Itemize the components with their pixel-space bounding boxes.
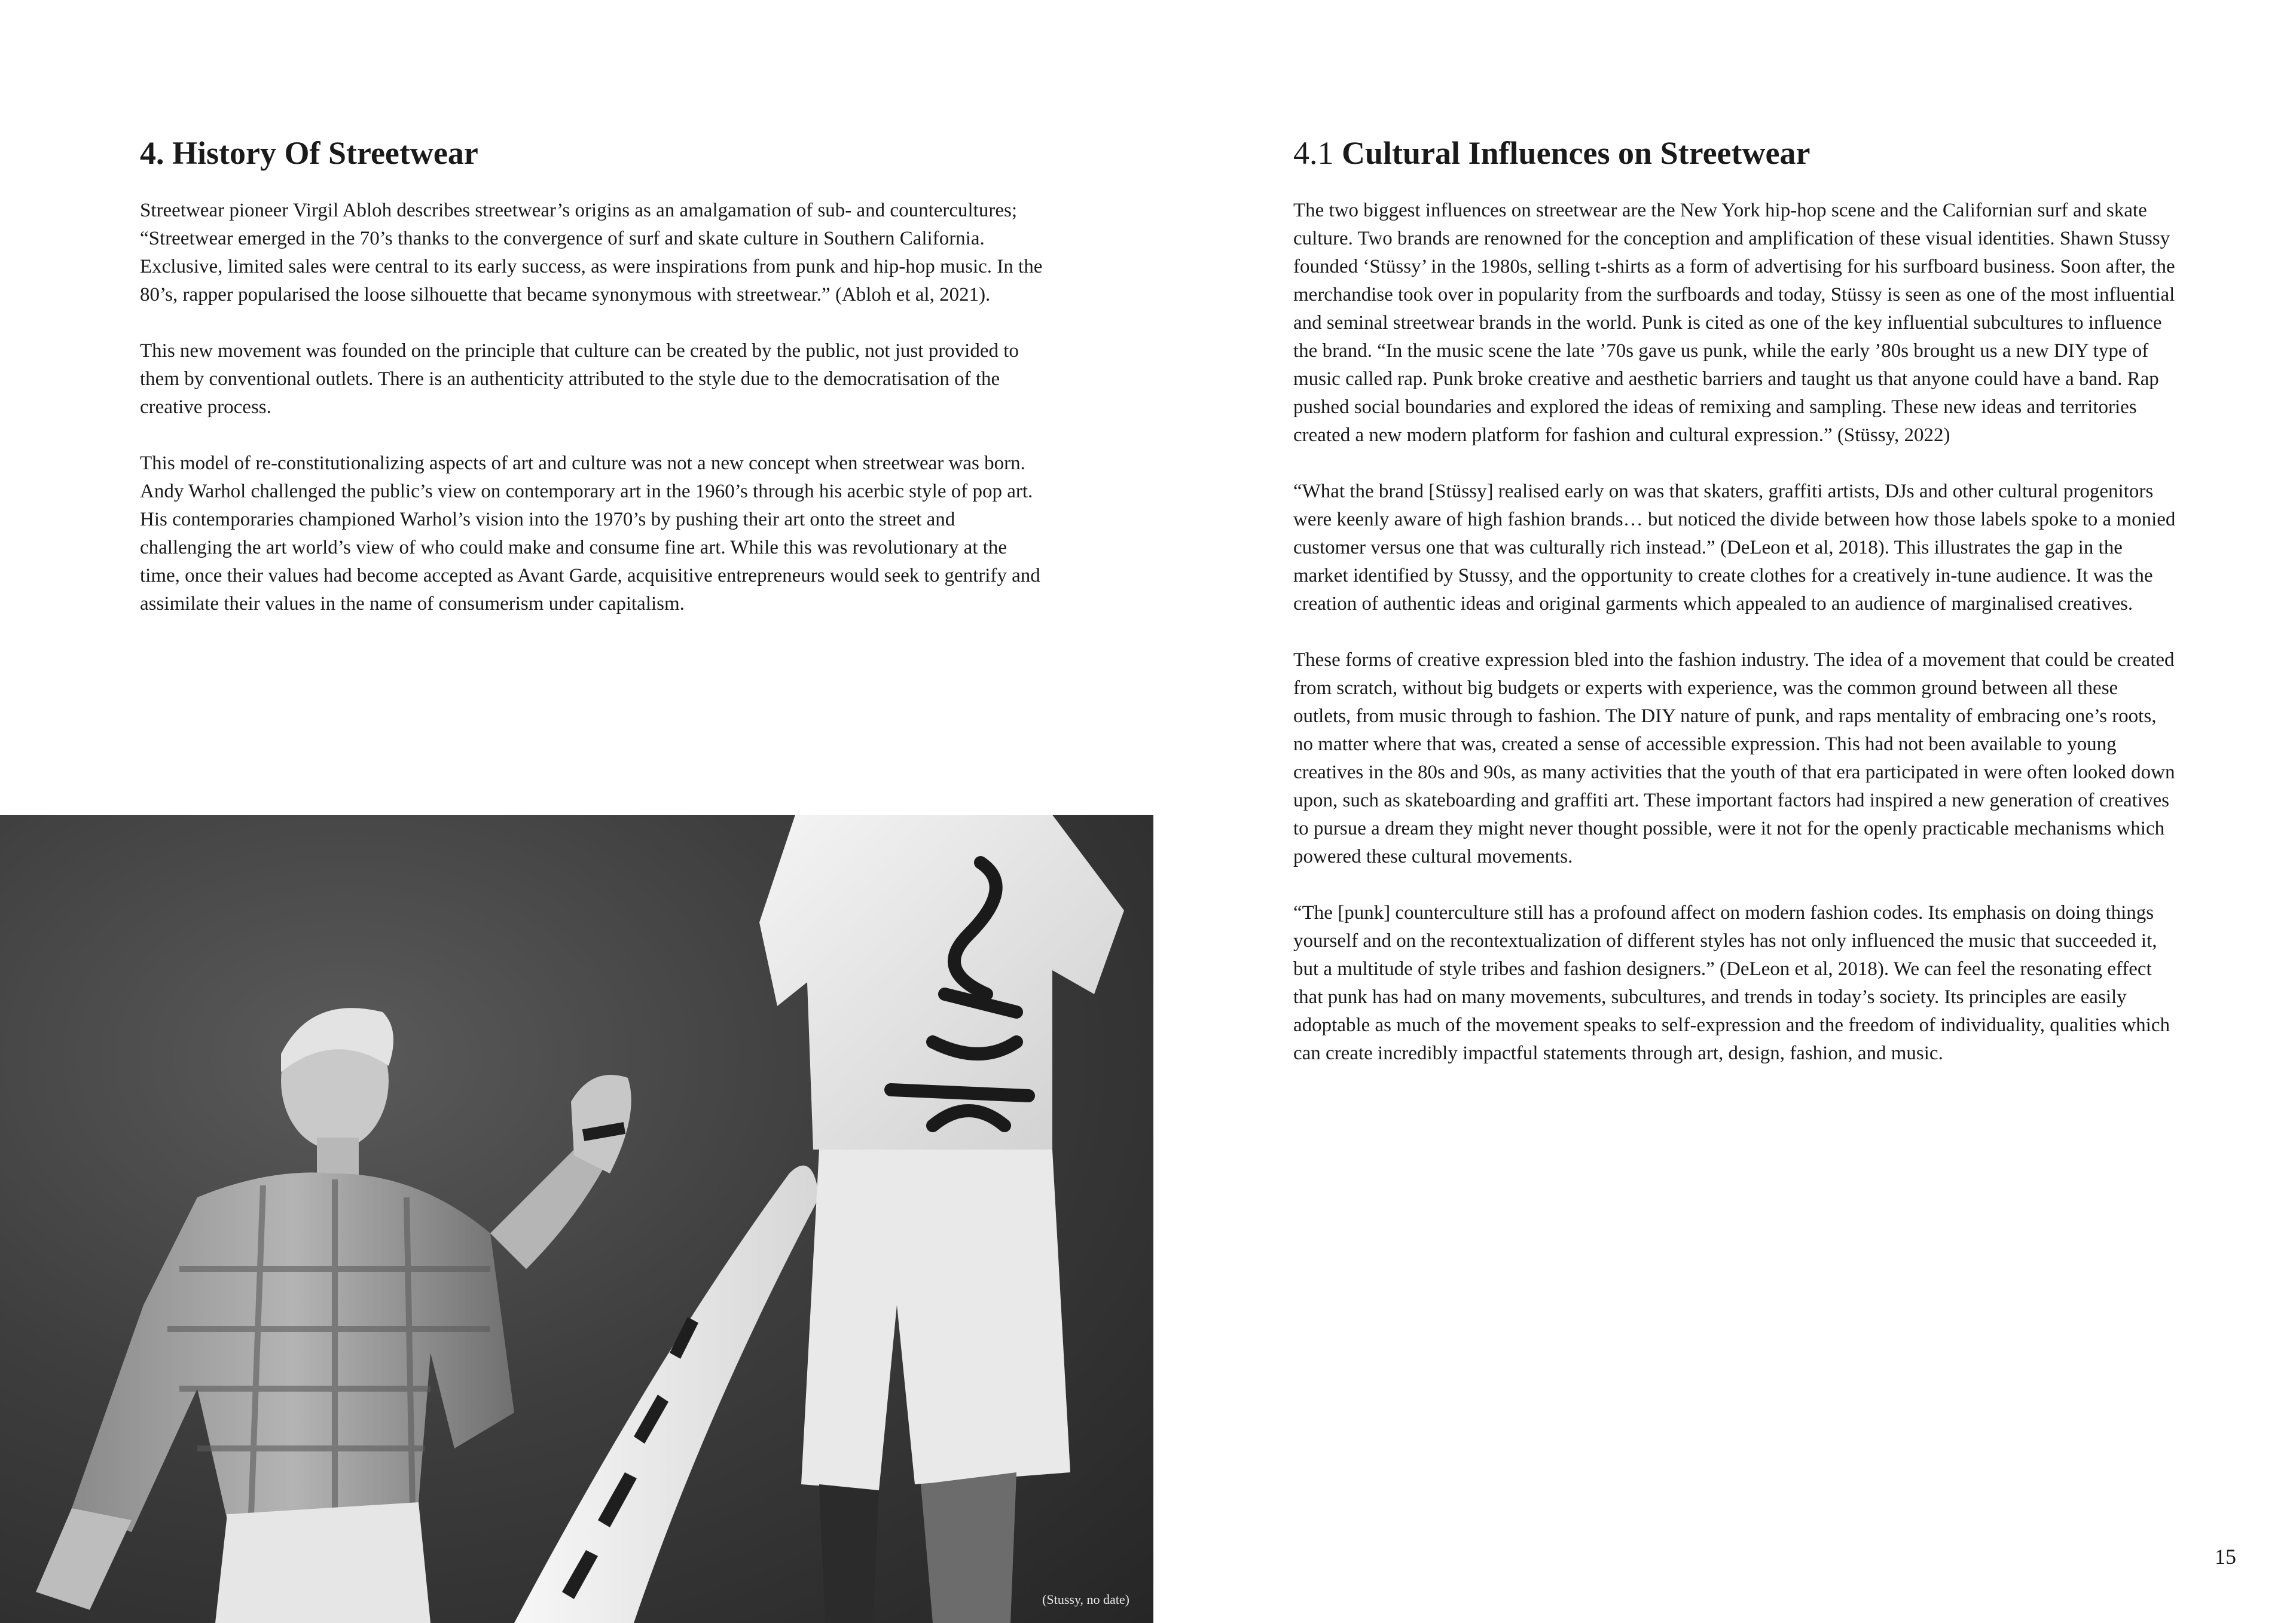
paragraph: Streetwear pioneer Virgil Abloh describes streetwear’s origins as an amalgamation of sub- and countercultures; “Streetwear emerged in the 70’s thanks to the convergence of surf and skate culture in Southern California. Exclusive, limited sales were central to its early success, as were inspirations from punk and hip-hop music. In the 80’s, rapper popularised the loose silhouette that became synonymous with streetwear.” (Abloh et al, 2021).: [140, 200, 1043, 305]
section-heading-cultural-influences: [1293, 135, 2178, 172]
paragraph: “The [punk] counterculture still has a profound affect on modern fashion codes. Its emphasis on doing things yourself and on the recontextualization of different styles has not only influenced the music that succeeded it, but a multitude of style tribes and fashion designers.” (DeLeon et al, 2018). We can feel the resonating effect that punk has had on many movements, subcultures, and trends in today’s society. Its principles are easily adoptable as much of the movement speaks to self-expression and the freedom of individuality, qualities which can create incredibly impactful statements through art, design, fashion, and music.: [1293, 902, 2170, 1064]
paragraph: The two biggest influences on streetwear are the New York hip-hop scene and the Californian surf and skate culture. Two brands are renowned for the conception and amplification of these visual identities. Shawn Stussy founded ‘Stüssy’ in the 1980s, selling t-shirts as a form of advertising for his surfboard business. Soon after, the merchandise took over in popularity from the surfboards and today, Stüssy is seen as one of the most influential and seminal streetwear brands in the world. Punk is cited as one of the key influential subcultures to influence the brand. “In the music scene the late ’70s gave us punk, while the early ’80s brought us a new DIY type of music called rap. Punk broke creative and aesthetic barriers and taught us that anyone could have a band. Rap pushed social boundaries and explored the ideas of remixing and sampling. These new ideas and territories created a new modern platform for fashion and cultural expression.” (Stüssy, 2022): [1293, 200, 2175, 446]
paragraph: These forms of creative expression bled into the fashion industry. The idea of a movement that could be created from scratch, without big budgets or experts with experience, was the common ground between all these outlets, from music through to fashion. The DIY nature of punk, and raps mentality of embracing one’s roots, no matter where that was, created a sense of accessible expression. This had not been available to young creatives in the 80s and 90s, as many activities that the youth of that era participated in were often looked down upon, such as skateboarding and graffiti art. These important factors had inspired a new generation of creatives to pursue a dream they might never thought possible, were it not for the openly practicable mechanisms which powered these cultural movements.: [1293, 649, 2175, 867]
photo-caption: (Stussy, no date): [1042, 1592, 1129, 1607]
heading-text: Cultural Influences on Streetwear: [1342, 135, 1810, 171]
paragraph: This model of re-constitutionalizing aspects of art and culture was not a new concept when streetwear was born. Andy Warhol challenged the public’s view on contemporary art in the 1960’s through his acerbic style of pop art. His contemporaries championed Warhol’s vision into the 1970’s by pushing their art onto the street and challenging the art world’s view of who could make and consume fine art. While this was revolutionary at the time, once their values had become accepted as Avant Garde, acquisitive entrepreneurs would seek to gentrify and assimilate their values in the name of consumerism under capitalism.: [140, 453, 1040, 615]
section-heading-history: 4. History Of Streetwear: [140, 135, 478, 171]
left-column: [140, 135, 1043, 646]
heading-number: 4.1: [1293, 135, 1334, 171]
page-number: 15: [2215, 1545, 2236, 1569]
photo-illustration: [0, 815, 1153, 1623]
paragraph: This new movement was founded on the principle that culture can be created by the public, not just provided to them by conventional outlets. There is an authenticity attributed to the style due to the democratisation of the creative process.: [140, 340, 1019, 418]
stussy-photo: [0, 815, 1153, 1623]
paragraph: “What the brand [Stüssy] realised early on was that skaters, graffiti artists, DJs and other cultural progenitors were keenly aware of high fashion brands… but noticed the divide between how those labels spoke to a monied customer versus one that was culturally rich instead.” (DeLeon et al, 2018). This illustrates the gap in the market identified by Stussy, and the opportunity to create clothes for a creatively in-tune audience. It was the creation of authentic ideas and original garments which appealed to an audience of marginalised creatives.: [1293, 481, 2176, 615]
right-column: [1293, 135, 2178, 1096]
